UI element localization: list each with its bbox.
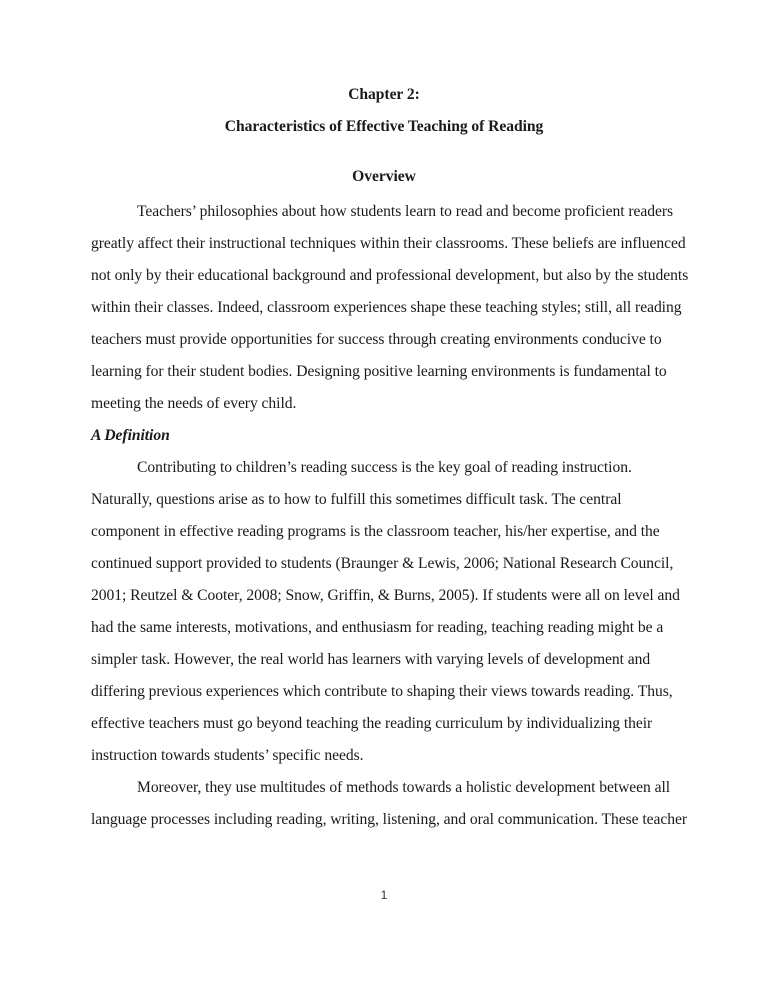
paragraph-line: Moreover, they use multitudes of methods towards a holistic development between all <box>137 779 671 796</box>
paragraph-line: component in effective reading programs is the classroom teacher, his/her expertise, and the <box>91 523 660 540</box>
chapter-title: Characteristics of Effective Teaching of Reading <box>224 118 544 135</box>
paragraph-line: Teachers’ philosophies about how students learn to read and become proficient readers <box>137 203 674 220</box>
paragraph-line: Naturally, questions arise as to how to fulfill this sometimes difficult task. The central <box>91 491 622 508</box>
paragraph-line: within their classes. Indeed, classroom experiences shape these teaching styles; still, all reading <box>91 299 682 316</box>
paragraph-line: Contributing to children’s reading success is the key goal of reading instruction. <box>137 459 632 476</box>
paragraph-line: meeting the needs of every child. <box>91 395 297 412</box>
paragraph-line: 2001; Reutzel & Cooter, 2008; Snow, Griffin, & Burns, 2005). If students were all on level and <box>91 587 680 604</box>
paragraph-line: effective teachers must go beyond teaching the reading curriculum by individualizing their <box>91 715 653 732</box>
paragraph-line: greatly affect their instructional techniques within their classrooms. These beliefs are influenced <box>91 235 686 252</box>
paragraph-line: not only by their educational background and professional development, but also by the students <box>91 267 689 284</box>
paragraph-line: learning for their student bodies. Designing positive learning environments is fundamental to <box>91 363 667 380</box>
page-number: 1 <box>380 888 388 902</box>
paragraph-line: teachers must provide opportunities for success through creating environments conducive to <box>91 331 662 348</box>
paragraph-line: differing previous experiences which contribute to shaping their views towards reading. Thus, <box>91 683 673 700</box>
section-heading-overview: Overview <box>352 168 416 185</box>
paragraph-line: language processes including reading, writing, listening, and oral communication. These teacher <box>91 811 688 828</box>
paragraph-line: continued support provided to students (Braunger & Lewis, 2006; National Research Council, <box>91 555 674 572</box>
paragraph-line: instruction towards students’ specific needs. <box>91 747 364 764</box>
chapter-label: Chapter 2: <box>348 86 420 103</box>
section-heading-definition: A Definition <box>91 427 170 444</box>
paragraph-line: simpler task. However, the real world has learners with varying levels of development and <box>91 651 651 668</box>
paragraph-line: had the same interests, motivations, and enthusiasm for reading, teaching reading might be a <box>91 619 664 636</box>
